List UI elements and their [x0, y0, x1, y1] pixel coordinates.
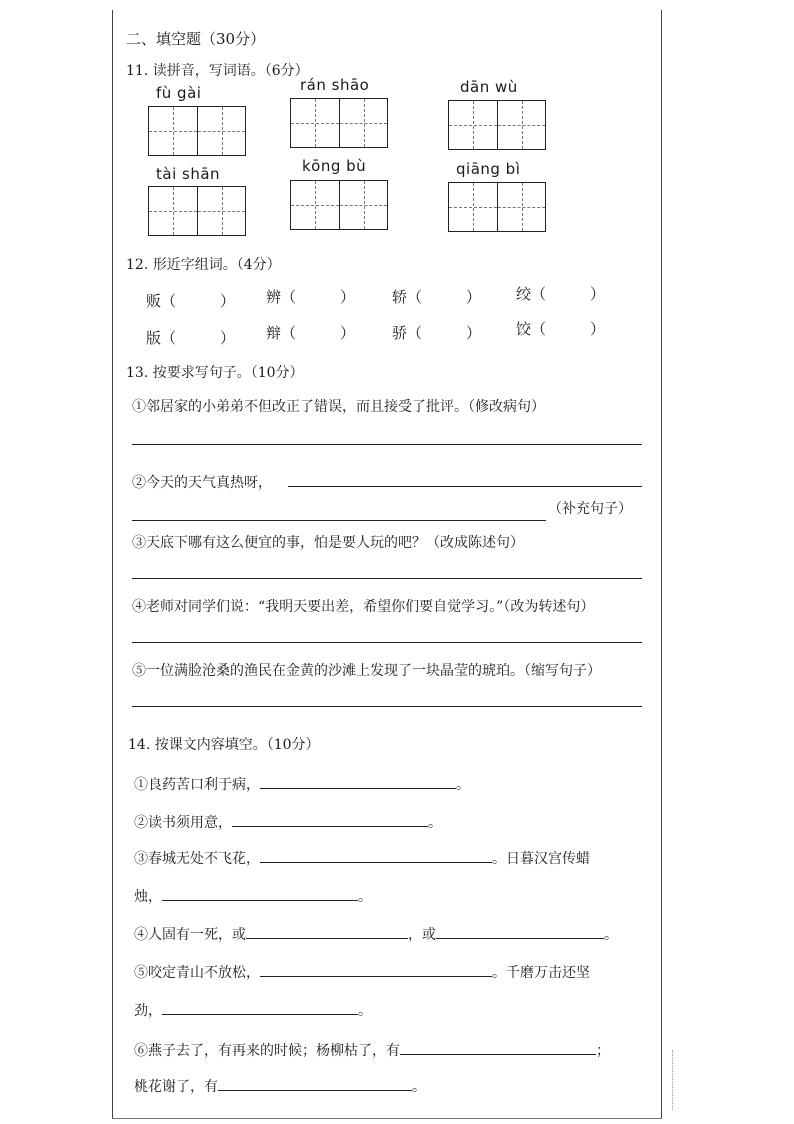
answer-blank[interactable]: [162, 886, 358, 901]
similar-char-item: 辨（ ）: [266, 288, 356, 306]
q12-title: 12. 形近字组词。（4分）: [126, 257, 281, 273]
answer-blank[interactable]: [260, 962, 492, 977]
fill-line: ②读书须用意， 。: [134, 812, 442, 832]
page-fold-mark: [672, 1050, 673, 1110]
answer-line[interactable]: [132, 642, 642, 643]
similar-char-item: 版（ ）: [146, 329, 236, 347]
similar-char-item: 骄（ ）: [392, 324, 482, 342]
answer-blank[interactable]: [400, 1040, 596, 1055]
answer-blank[interactable]: [232, 812, 428, 827]
fill-line: 劲， 。: [134, 1000, 372, 1020]
sentence-prompt: ①邻居家的小弟弟不但改正了错误，而且接受了批评。（修改病句）: [132, 399, 545, 415]
similar-char-item: 辩（ ）: [266, 324, 356, 342]
writing-grid[interactable]: [148, 186, 246, 236]
fill-line: ⑥燕子去了，有再来的时候；杨柳枯了，有 ；: [134, 1040, 610, 1060]
writing-grid[interactable]: [448, 182, 546, 232]
sentence-prompt: ④老师对同学们说：“我明天要出差，希望你们要自觉学习。”（改为转述句）: [132, 599, 595, 615]
fill-line: ①良药苦口利于病， 。: [134, 774, 470, 794]
writing-grid[interactable]: [148, 106, 246, 156]
answer-line[interactable]: [288, 486, 642, 487]
similar-char-item: 贩（ ）: [146, 292, 236, 310]
pinyin-label: dān wù: [460, 78, 518, 96]
q13-title: 13. 按要求写句子。（10分）: [126, 365, 304, 381]
sentence-prompt: ②今天的天气真热呀，: [132, 475, 272, 491]
sentence-prompt: ③天底下哪有这么便宜的事，怕是要人玩的吧？（改成陈述句）: [132, 535, 524, 551]
writing-grid[interactable]: [448, 100, 546, 150]
answer-blank[interactable]: [162, 1000, 358, 1015]
fill-line: 桃花谢了，有 。: [134, 1076, 426, 1096]
answer-line[interactable]: [132, 578, 642, 579]
fill-line: 烛， 。: [134, 886, 372, 906]
similar-char-item: 轿（ ）: [392, 288, 482, 306]
answer-blank[interactable]: [260, 774, 456, 789]
writing-grid[interactable]: [290, 180, 388, 230]
sentence-hint: （补充句子）: [548, 501, 632, 517]
fill-line: ⑤咬定青山不放松， 。千磨万击还坚: [134, 962, 590, 982]
answer-blank[interactable]: [260, 848, 492, 863]
pinyin-label: fù gài: [156, 84, 202, 102]
section-title: 二、填空题（30分）: [126, 30, 266, 48]
pinyin-label: tài shān: [156, 165, 221, 183]
pinyin-label: qiāng bì: [456, 160, 521, 178]
q11-title: 11. 读拼音，写词语。（6分）: [126, 63, 309, 79]
sentence-prompt: ⑤一位满脸沧桑的渔民在金黄的沙滩上发现了一块晶莹的琥珀。（缩写句子）: [132, 663, 601, 679]
similar-char-item: 绞（ ）: [516, 285, 606, 303]
answer-blank[interactable]: [246, 924, 408, 939]
q14-title: 14. 按课文内容填空。（10分）: [128, 737, 320, 753]
answer-line[interactable]: [132, 444, 642, 445]
answer-blank[interactable]: [218, 1076, 412, 1091]
writing-grid[interactable]: [290, 98, 388, 148]
similar-char-item: 饺（ ）: [516, 320, 606, 338]
fill-line: ③春城无处不飞花， 。日暮汉宫传蜡: [134, 848, 590, 868]
fill-line: ④人固有一死，或 ，或 。: [134, 924, 618, 944]
pinyin-label: kōng bù: [302, 157, 367, 175]
pinyin-label: rán shāo: [300, 76, 370, 94]
answer-line[interactable]: [132, 520, 546, 521]
answer-line[interactable]: [132, 706, 642, 707]
answer-blank[interactable]: [436, 924, 604, 939]
